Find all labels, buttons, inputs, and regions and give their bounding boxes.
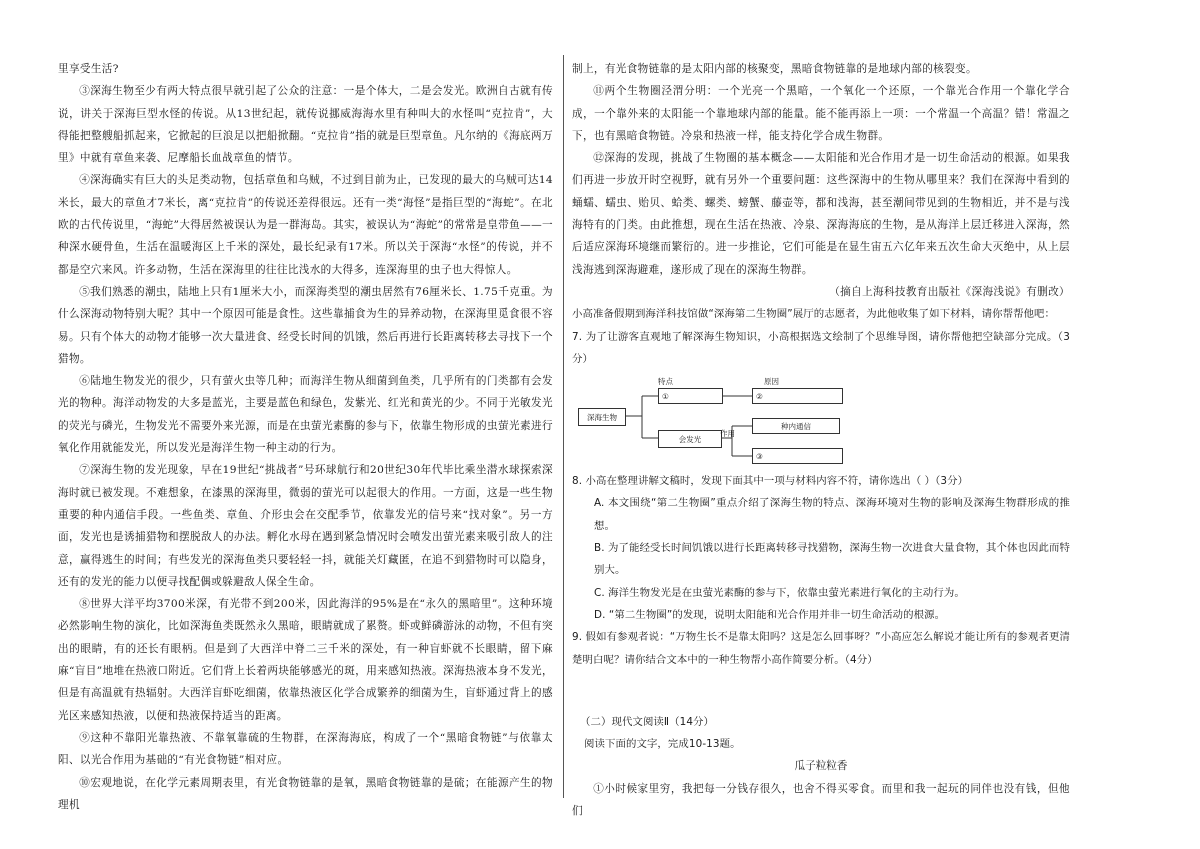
right-paragraph: ⑫深海的发现，挑战了生物圈的基本概念——太阳能和光合作用才是一切生命活动的根源。如果我们再进一步放开时空视野，就有另外一个重要问题：这些深海中的生物从哪里来？我们在深海中看到的蛹蠕、蠕虫、贻贝、蛤类、螺类、螃蟹、藤壶等，都和浅海，甚至潮间带见到的生物相近，并不是与浅海特有的门类。由此推想，现在生活在热液、冷泉、深海海底的生物，是从海洋上层迁移进入深海，然后适应深海环境继而繁衍的。进一步推论，它们可能是在显生宙五六亿年来五次生命大灭绝中，从上层浅海逃到深海避难，遂形成了现在的深海生物群。: [572, 152, 1070, 276]
mind-use-label: 作用: [720, 429, 735, 439]
left-paragraph: ⑩宏观地说，在化学元素周期表里，有光食物链靠的是氧，黑暗食物链靠的是硫；在能源产生的物理机: [58, 776, 553, 811]
right-paragraph: ⑪两个生物圈泾渭分明：一个光亮一个黑暗，一个氧化一个还原，一个靠光合作用一个靠化学合成，一个靠外来的太阳能一个靠地球内部的能量。能不能再添上一项：一个常温一个高温？错！常温之下，也有黑暗食物链。冷泉和热液一样，能支持化学合成生物群。: [572, 85, 1070, 142]
mind-root: 深海生物: [578, 408, 626, 426]
left-paragraph: ⑥陆地生物发光的很少，只有萤火虫等几种；而海洋生物从细菌到鱼类，几乎所有的门类都有会发光的物种。海洋动物发的大多是蓝光，主要是蓝色和绿色，发紫光、红光和黄光的少。不同于光敏发光的荧光与磷光，生物发光不需要外来光源，而是在虫萤光素酶的参与下，依靠生物形成的虫萤光素进行氧化作用就能发光，所以发光是海洋生物一种主动的行为。: [58, 375, 553, 455]
section-2-title: （二）现代文阅读Ⅱ（14分）: [580, 715, 715, 728]
question-9: 9. 假如有参观者说：“万物生长不是靠太阳吗？这是怎么回事呀？”小高应怎么解说才能让所有的参观者更清楚明白呢？请你结合文本中的一种生物帮小高作简要分析。（4分）: [572, 631, 1070, 666]
article-title: 瓜子粒粒香: [794, 760, 848, 773]
mind-branch-1: 特点: [658, 377, 673, 387]
left-paragraph: ⑨这种不靠阳光靠热液、不靠氧靠硫的生物群，在深海海底，构成了一个“黑暗食物链”与依靠太阳、以光合作用为基础的“有光食物链”相对应。: [58, 731, 553, 767]
mind-reason-label: 原因: [764, 377, 779, 387]
mind-slot-2: ②: [752, 388, 843, 404]
intro-line: 小高准备假期到海洋科技馆做“深海第二生物圈”展厅的志愿者，为此他收集了如下材料，请你帮帮他吧：: [572, 308, 1056, 321]
left-paragraph: 里享受生活?: [58, 63, 119, 75]
question-8-option: D. “第二生物圈”的发现，说明太阳能和光合作用并非一切生命活动的根源。: [594, 608, 946, 621]
question-8-option: B. 为了能经受长时间饥饿以进行长距离转移寻找猎物，深海生物一次进食大量食物，其个体也因此而特别大。: [594, 542, 1070, 577]
question-8-option: C. 海洋生物发光是在虫萤光素酶的参与下，依靠虫萤光素进行氧化的主动行为。: [594, 586, 965, 599]
column-divider: [563, 55, 564, 798]
question-8: 8. 小高在整理讲解文稿时，发现下面其中一项与材料内容不符，请你选出（ ）（3分）: [572, 475, 969, 488]
source-note: （摘自上海科技教育出版社《深海浅说》有删改）: [829, 285, 1070, 298]
mind-use-1: 种内通信: [752, 418, 840, 434]
mind-slot-1: ①: [658, 388, 723, 404]
article-paragraph-1: ①小时候家里穷，我把每一分钱存很久，也舍不得买零食。而里和我一起玩的同伴也没有钱，但他们: [572, 782, 1070, 818]
left-paragraph: ⑦深海生物的发光现象，早在19世纪“挑战者”号环球航行和20世纪30年代毕比乘坐潜水球探索深海时就已被发现。不难想象，在漆黑的深海里，微弱的萤光可以起很大的作用。一方面，这是一些生物重要的种内通信手段。一些鱼类、章鱼、介形虫会在交配季节，依靠发光的信号来“找对象”。另一方面，发光也是诱捕猎物和摆脱敌人的办法。孵化水母在遇到紧急情况时会喷发出萤光素来吸引敌人的注意，赢得逃生的时间；有些发光的深海鱼类只要轻轻一抖，就能关灯藏匿，在追不到猎物时可以隐身，还有的发光的能力以便寻找配偶或躲避敌人保全生命。: [58, 464, 553, 588]
section-2-instruction: 阅读下面的文字，完成10-13题。: [584, 738, 741, 751]
question-8-options: [572, 492, 1070, 626]
left-paragraph: ⑧世界大洋平均3700米深，有光带不到200米，因此海洋的95%是在“永久的黑暗里”。这种环境必然影响生物的演化，比如深海鱼类既然永久黑暗，眼睛就成了累赘。虾或鲜磷游泳的动物，不但有突出的眼睛，有的还长有眼柄。但是到了大西洋中脊二三千米的深处，有一种盲虾就不长眼睛，留下麻麻“盲目”地堆在热液口附近。它们背上长着两块能够感光的斑，用来感知热液。深海热液本身不发光，但是有高温就有热辐射。大西洋盲虾吃细菌，依靠热液区化学合成繁养的细菌为生，盲虾通过背上的感光区来感知热液，以便和热液保持适当的距离。: [58, 598, 553, 722]
right-paragraph: 制上，有光食物链靠的是太阳内部的核聚变，黑暗食物链靠的是地球内部的核裂变。: [572, 63, 977, 75]
right-column: [572, 58, 1070, 822]
mind-branch-2: 会发光: [658, 430, 722, 448]
mind-slot-3: ③: [752, 448, 843, 464]
left-paragraph: ③深海生物至少有两大特点很早就引起了公众的注意：一是个体大，二是会发光。欧洲自古就有传说，讲关于深海巨型水怪的传说。从13世纪起，就传说挪威海海水里有种叫大的水怪叫“克拉肯”，大得能把整艘船抓起来，它掀起的巨浪足以把船掀翻。“克拉肯”指的就是巨型章鱼。凡尔纳的《海底两万里》中就有章鱼来袭、尼摩船长血战章鱼的情节。: [58, 85, 553, 165]
mind-map: [572, 374, 1070, 466]
question-7: 7. 为了让游客直观地了解深海生物知识，小高根据选文绘制了个思维导图，请你帮他把空缺部分完成。（3分）: [572, 330, 1070, 365]
left-paragraph: ⑤我们熟悉的潮虫，陆地上只有1厘米大小，而深海类型的潮虫居然有76厘米长、1.75千克重。为什么深海动物特别大呢？其中一个原因可能是食性。这些靠捕食为生的异养动物，在深海里觅食很不容易。只有个体大的动物才能够一次大量进食、经受长时间的饥饿，然后再进行长距离转移去寻找下一个猎物。: [58, 285, 553, 365]
question-8-option: A. 本文围绕“第二生物圈”重点介绍了深海生物的特点、深海环境对生物的影响及深海生物群形成的推想。: [594, 497, 1070, 532]
left-paragraph: ④深海确实有巨大的头足类动物，包括章鱼和乌贼，不过到目前为止，已发现的最大的乌贼可达14米长，最大的章鱼才7米长，离“克拉肯”的传说还差得很远。还有一类“海怪”是指巨型的“海蛇”。在北欧的古代传说里，“海蛇”大得居然被误认为是一群海岛。其实，被误认为“海蛇”的常常是皇带鱼——一种深水硬骨鱼，生活在温暖海区上千米的深处，最长纪录有17米。所以关于深海“水怪”的传说，并不都是空穴来风。许多动物，生活在深海里的往往比浅水的大得多，连深海里的虫子也大得惊人。: [58, 174, 554, 276]
left-column: [58, 58, 553, 816]
